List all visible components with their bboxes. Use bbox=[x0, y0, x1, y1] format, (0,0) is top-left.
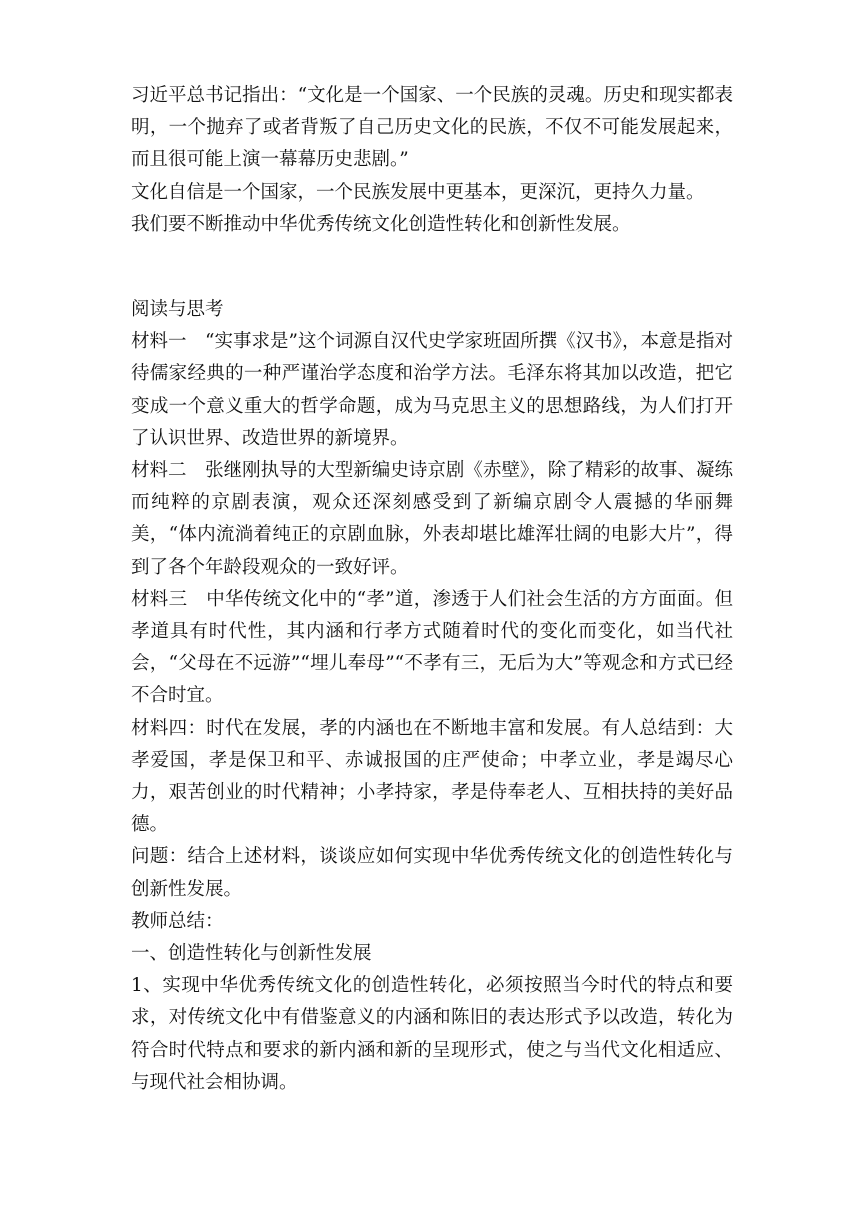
blank-spacer bbox=[131, 241, 733, 294]
question: 问题：结合上述材料，谈谈应如何实现中华优秀传统文化的创造性转化与创新性发展。 bbox=[131, 846, 733, 900]
material-2: 材料二 张继刚执导的大型新编史诗京剧《赤壁》，除了精彩的故事、凝练而纯粹的京剧表演，观众还深刻感受到了新编京剧令人震撼的华丽舞美，“体内流淌着纯正的京剧血脉，外表却堪比雄浑壮阔的电影大片”，得到了各个年龄段观众的一致好评。 bbox=[131, 460, 733, 578]
summary-section-1: 一、创造性转化与创新性发展 bbox=[131, 943, 372, 965]
material-1: 材料一 “实事求是”这个词源自汉代史学家班固所撰《汉书》，本意是指对待儒家经典的一种严谨治学态度和治学方法。毛泽东将其加以改造，把它变成一个意义重大的哲学命题，成为马克思主义的思想路线，为人们打开了认识世界、改造世界的新境界。 bbox=[131, 331, 733, 449]
summary-heading: 教师总结： bbox=[131, 910, 224, 932]
intro-line-promotion: 我们要不断推动中华优秀传统文化创造性转化和创新性发展。 bbox=[131, 213, 631, 235]
material-4: 材料四：时代在发展，孝的内涵也在不断地丰富和发展。有人总结到：大孝爱国，孝是保卫和平、赤诚报国的庄严使命；中孝立业，孝是竭尽心力，艰苦创业的时代精神；小孝持家，孝是侍奉老人、互相扶持的美好品德。 bbox=[131, 717, 733, 836]
material-3: 材料三 中华传统文化中的“孝”道，渗透于人们社会生活的方方面面。但孝道具有时代性，其内涵和行孝方式随着时代的变化而变化，如当代社会，“父母在不远游”“埋儿奉母”“不孝有三，无后为大”等观念和方式已经不合时宜。 bbox=[131, 588, 733, 707]
document-page bbox=[131, 80, 733, 1099]
intro-quote: 习近平总书记指出：“文化是一个国家、一个民族的灵魂。历史和现实都表明，一个抛弃了或者背叛了自己历史文化的民族，不仅不可能发展起来，而且很可能上演一幕幕历史悲剧。” bbox=[131, 85, 733, 171]
reading-heading: 阅读与思考 bbox=[131, 299, 224, 321]
summary-point-1: 1、实现中华优秀传统文化的创造性转化，必须按照当今时代的特点和要求，对传统文化中有借鉴意义的内涵和陈旧的表达形式予以改造，转化为符合时代特点和要求的新内涵和新的呈现形式，使之与当代文化相适应、与现代社会相协调。 bbox=[131, 975, 733, 1093]
intro-line-cultural-confidence: 文化自信是一个国家，一个民族发展中更基本，更深沉，更持久力量。 bbox=[131, 181, 705, 203]
